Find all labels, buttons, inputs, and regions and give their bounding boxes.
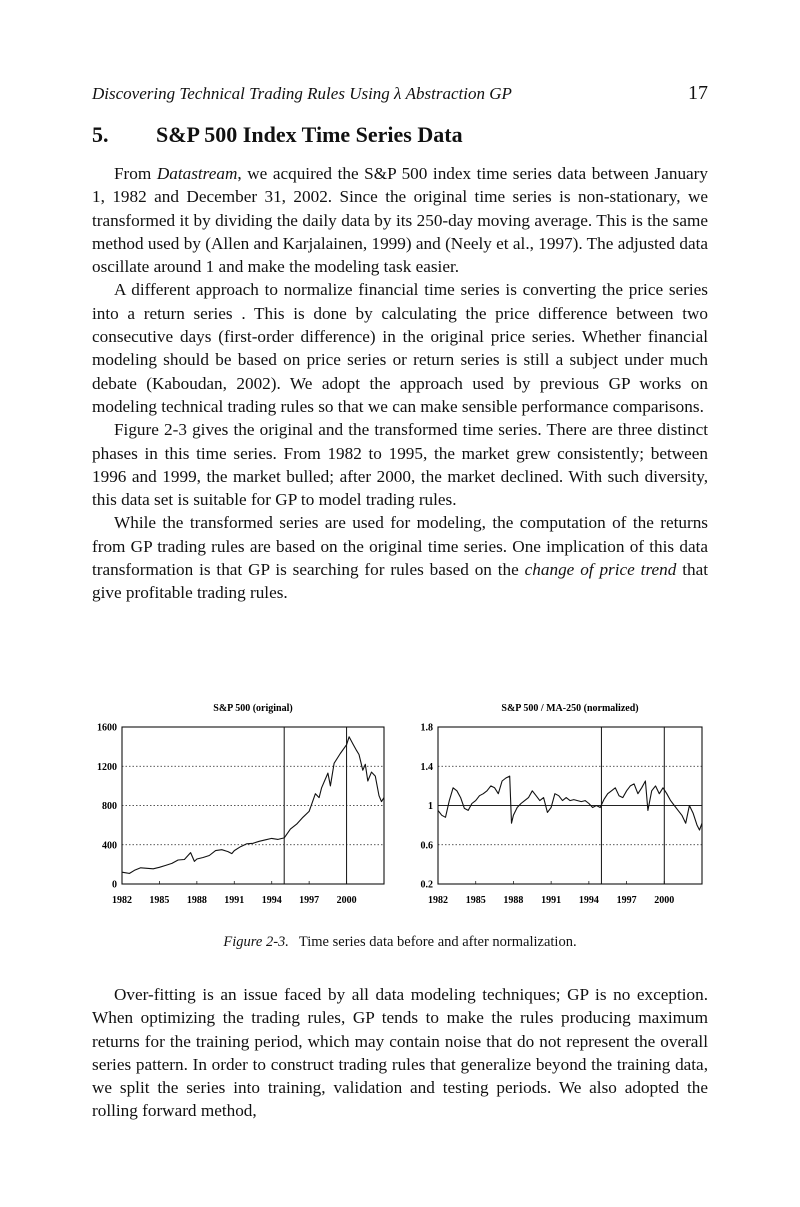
section-heading <box>92 122 463 148</box>
x-tick-label: 2000 <box>336 895 357 906</box>
chart-title: S&P 500 (original) <box>213 703 293 714</box>
x-tick-label: 1991 <box>224 895 245 906</box>
x-tick-label: 1982 <box>112 895 132 906</box>
section-title: S&P 500 Index Time Series Data <box>156 122 463 147</box>
x-tick-label: 1991 <box>541 895 562 906</box>
y-tick-label: 1600 <box>97 722 117 734</box>
paragraph: Over-fitting is an issue faced by all data modeling techniques; GP is no exception. When optimizing the trading rules, GP tends to make the rules producing maximum returns for the training period, which may contain noise that do not represent the overall series pattern. In order to construct trading rules that generalize beyond the training data, we split the series into training, validation and testing periods. We also adopted the rolling forward method, <box>92 985 708 1121</box>
y-tick-label: 1.8 <box>420 722 433 734</box>
y-tick-label: 0.6 <box>420 840 433 852</box>
chart-title: S&P 500 / MA-250 (normalized) <box>501 703 639 714</box>
x-tick-label: 1994 <box>578 895 599 906</box>
paragraph: While the transformed series are used for modeling, the computation of the returns from GP trading rules are based on the original time series. One implication of this data transformation is that GP is searching for rules based on the change of price trend that give profitable trading rules. <box>92 513 708 603</box>
y-tick-label: 800 <box>102 801 117 812</box>
running-header <box>92 84 708 104</box>
x-tick-label: 1997 <box>616 895 637 906</box>
figure-2-3 <box>90 700 710 915</box>
y-tick-label: 400 <box>102 840 117 852</box>
series-line <box>438 776 702 830</box>
figure-charts <box>90 700 710 915</box>
y-tick-label: 1 <box>428 801 433 812</box>
x-tick-label: 1997 <box>299 895 320 906</box>
figure-label: Figure 2-3. <box>223 934 289 950</box>
paragraph: Figure 2-3 gives the original and the transformed time series. There are three distinct phases in this time series. From 1982 to 1995, the market grew consistently; between 1996 and 1999, the market bulled; after 2000, the market declined. With such diversity, this data set is suitable for GP to model trading rules. <box>92 420 708 510</box>
running-title: Discovering Technical Trading Rules Using λ Abstraction GP <box>92 84 512 103</box>
body-text-top <box>92 162 708 605</box>
x-tick-label: 1985 <box>149 895 170 906</box>
paragraph: A different approach to normalize financial time series is converting the price series into a return series . This is done by calculating the price difference between two consecutive days (first-order difference) in the original price series. Whether financial modeling should be based on price series or return series is still a subject under much debate (Kaboudan, 2002). We adopt the approach used by previous GP works on modeling technical trading rules so that we can make sensible performance comparisons. <box>92 280 708 416</box>
y-tick-label: 1.4 <box>420 761 433 773</box>
section-number: 5. <box>92 122 109 147</box>
y-tick-label: 0.2 <box>420 879 433 891</box>
x-tick-label: 1988 <box>503 895 524 906</box>
y-tick-label: 0 <box>112 879 117 891</box>
x-tick-label: 1982 <box>428 895 448 906</box>
x-tick-label: 1985 <box>465 895 486 906</box>
x-tick-label: 1994 <box>261 895 282 906</box>
figure-caption-text: Time series data before and after normalization. <box>298 934 577 950</box>
page-number: 17 <box>688 82 708 104</box>
series-line <box>122 737 384 874</box>
y-tick-label: 1200 <box>97 761 117 773</box>
body-text-bottom <box>92 983 708 1123</box>
x-tick-label: 2000 <box>654 895 675 906</box>
figure-caption <box>0 934 800 951</box>
paragraph: From Datastream, we acquired the S&P 500 index time series data between January 1, 1982 and December 31, 2002. Since the original time series is non-stationary, we transformed it by dividing the daily data by its 250-day moving average. This is the same method used by (Allen and Karjalainen, 1999) and (Neely et al., 1997). The adjusted data oscillate around 1 and make the modeling task easier. <box>92 164 708 277</box>
x-tick-label: 1988 <box>186 895 207 906</box>
